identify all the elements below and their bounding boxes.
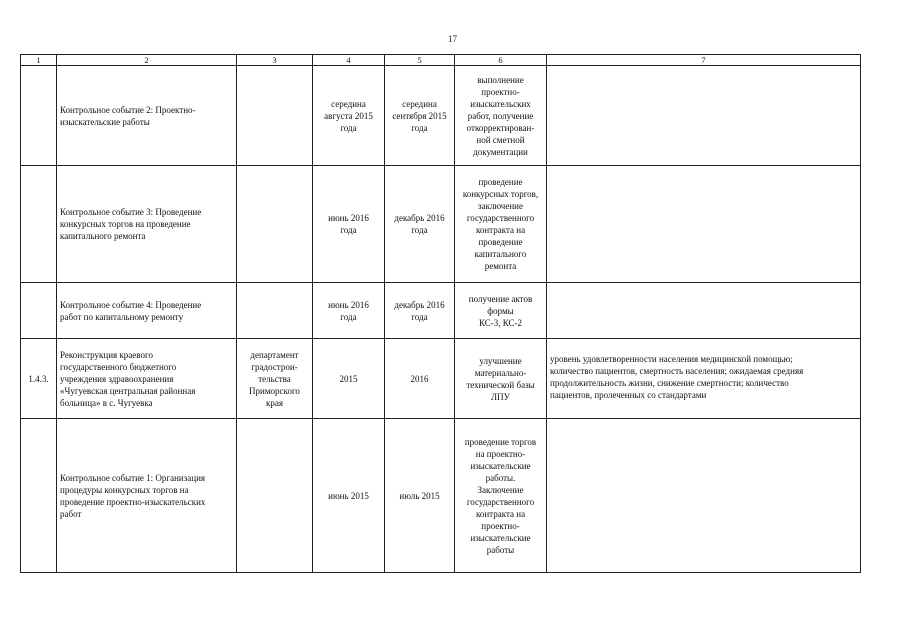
indicators-cell	[547, 419, 861, 573]
header-row	[21, 55, 861, 66]
end-date-cell: середина сентября 2015 года	[385, 66, 455, 166]
row-number-cell	[21, 166, 57, 283]
row-number-cell: 1.4.3.	[21, 339, 57, 419]
end-date-cell: декабрь 2016 года	[385, 166, 455, 283]
indicators-cell: уровень удовлетворенности населения медицинской помощью; количество пациентов, смертность населения; ожидаемая средняя продолжительность жизни, снижение смертности; количество пациентов, пролеченных со стандартами	[547, 339, 861, 419]
result-cell: улучшение материально- технической базы ЛПУ	[455, 339, 547, 419]
column-header-5: 5	[385, 55, 455, 66]
event-cell: Контрольное событие 4: Проведение работ по капитальному ремонту	[57, 283, 237, 339]
column-header-3: 3	[237, 55, 313, 66]
executor-cell	[237, 283, 313, 339]
result-cell: проведение торгов на проектно- изыскательские работы. Заключение государственного контракта на проектно- изыскательские работы	[455, 419, 547, 573]
executor-cell	[237, 166, 313, 283]
indicators-cell	[547, 283, 861, 339]
start-date-cell: середина августа 2015 года	[313, 66, 385, 166]
executor-cell	[237, 66, 313, 166]
table-row	[21, 283, 861, 339]
result-cell: получение актов формы КС-3, КС-2	[455, 283, 547, 339]
event-cell: Контрольное событие 2: Проектно- изыскательские работы	[57, 66, 237, 166]
indicators-cell	[547, 66, 861, 166]
executor-cell	[237, 419, 313, 573]
table-row	[21, 66, 861, 166]
table-row	[21, 419, 861, 573]
indicators-cell	[547, 166, 861, 283]
event-cell: Реконструкция краевого государственного бюджетного учреждения здравоохранения «Чугуевская центральная районная больница» в с. Чугуевка	[57, 339, 237, 419]
row-number-cell	[21, 419, 57, 573]
result-cell: выполнение проектно- изыскательских работ, получение откорректирован- ной сметной документации	[455, 66, 547, 166]
column-header-1: 1	[21, 55, 57, 66]
table-row	[21, 166, 861, 283]
start-date-cell: июнь 2015	[313, 419, 385, 573]
result-cell: проведение конкурсных торгов, заключение государственного контракта на проведение капитального ремонта	[455, 166, 547, 283]
end-date-cell: декабрь 2016 года	[385, 283, 455, 339]
column-header-7: 7	[547, 55, 861, 66]
column-header-4: 4	[313, 55, 385, 66]
event-cell: Контрольное событие 3: Проведение конкурсных торгов на проведение капитального ремонта	[57, 166, 237, 283]
column-header-2: 2	[57, 55, 237, 66]
start-date-cell: 2015	[313, 339, 385, 419]
plan-table	[20, 54, 861, 573]
row-number-cell	[21, 66, 57, 166]
end-date-cell: 2016	[385, 339, 455, 419]
row-number-cell	[21, 283, 57, 339]
page-number: 17	[448, 34, 457, 44]
event-cell: Контрольное событие 1: Организация процедуры конкурсных торгов на проведение проектно-изыскательских работ	[57, 419, 237, 573]
column-header-6: 6	[455, 55, 547, 66]
start-date-cell: июнь 2016 года	[313, 283, 385, 339]
start-date-cell: июнь 2016 года	[313, 166, 385, 283]
executor-cell: департамент градострои- тельства Приморского края	[237, 339, 313, 419]
table-row	[21, 339, 861, 419]
end-date-cell: июль 2015	[385, 419, 455, 573]
